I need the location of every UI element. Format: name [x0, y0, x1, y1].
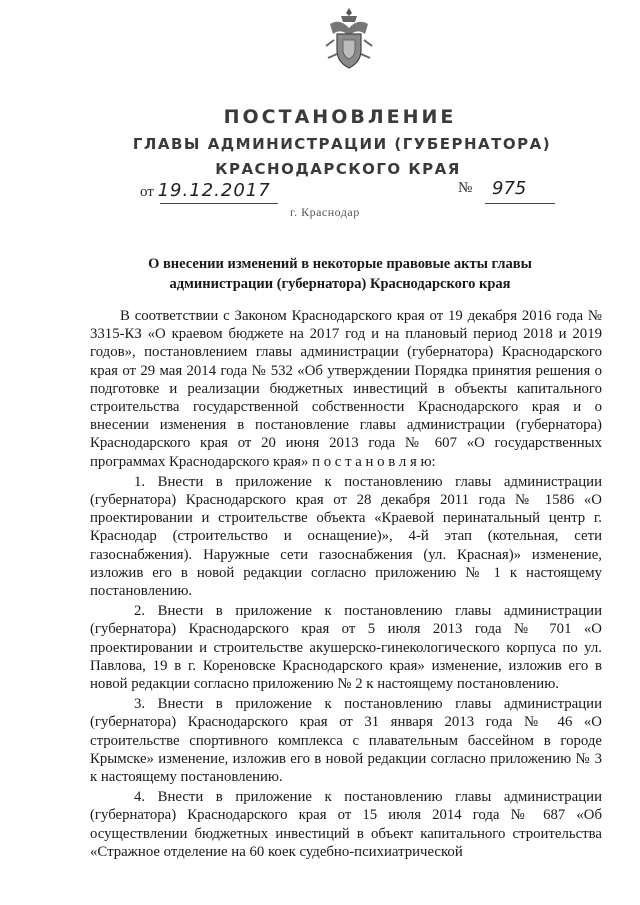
clause-4: 4. Внести в приложение к постановлению главы администрации (губернатора) Краснодарского края от 15 июля 2014 года № 687 «Об осуществлении бюджетных инвестиций в объект капитального строительства «Стражное отделение на 60 коек судебно-психиатрической — [90, 789, 602, 860]
number-label: № — [458, 180, 473, 196]
handwritten-date: 19.12.2017 — [157, 180, 271, 201]
coat-of-arms-emblem — [322, 6, 376, 74]
date-prefix: от — [140, 184, 154, 200]
issuer-line: ГЛАВЫ АДМИНИСТРАЦИИ (ГУБЕРНАТОРА) — [132, 135, 552, 153]
clause-3: 3. Внести в приложение к постановлению главы администрации (губернатора) Краснодарского края от 31 января 2013 года № 46 «О строительстве спортивного комплекса с плавательным бассейном в городе Крымске» изменение, изложив его в новой редакции согласно приложению № 3 к настоящему постановлению. — [90, 696, 602, 786]
handwritten-number: 975 — [492, 178, 527, 199]
document-title: ПОСТАНОВЛЕНИЕ — [223, 106, 457, 128]
clause-1: 1. Внести в приложение к постановлению главы администрации (губернатора) Краснодарского края от 28 декабря 2011 года № 1586 «О проектировании и строительстве объекта «Краевой перинатальный центр г. Краснодар (строительство и оснащение)», 4-й этап (котельная, сети газоснабжения). Наружные сети газоснабжения (ул. Красная)» изменение, изложив его в новой редакции согласно приложению № 1 к настоящему постановлению. — [90, 473, 602, 600]
date-field — [140, 180, 271, 201]
city-label: г. Краснодар — [290, 205, 360, 219]
region-line: КРАСНОДАРСКОГО КРАЯ — [215, 160, 461, 178]
date-underline — [160, 203, 278, 204]
document-body — [90, 307, 602, 863]
document-subject: О внесении изменений в некоторые правовые акты главы администрации (губернатора) Краснодарского края — [148, 256, 532, 292]
preamble-paragraph: В соответствии с Законом Краснодарского края от 19 декабря 2016 года № 3315-КЗ «О краевом бюджете на 2017 год и на плановый период 2018 и 2019 годов», постановлением главы администрации (губернатора) Краснодарского края от 29 мая 2014 года № 532 «Об утверждении Порядка принятия решения о подготовке и реализации бюджетных инвестиций в объекты капитального строительства государственной собственности Краснодарского края и о внесении изменения в постановление главы администрации (губернатора) Краснодарского края от 20 июня 2013 года № 607 «О государственных программах Краснодарского края» п о с т а н о в л я ю: — [90, 308, 602, 470]
number-underline — [485, 203, 555, 204]
clause-2: 2. Внести в приложение к постановлению главы администрации (губернатора) Краснодарского края от 5 июля 2013 года № 701 «О проектировании и строительстве акушерско-гинекологического корпуса по ул. Павлова, 19 в г. Кореновске Краснодарского края» изменение, изложив его в новой редакции согласно приложению № 2 к настоящему постановлению. — [90, 603, 602, 693]
